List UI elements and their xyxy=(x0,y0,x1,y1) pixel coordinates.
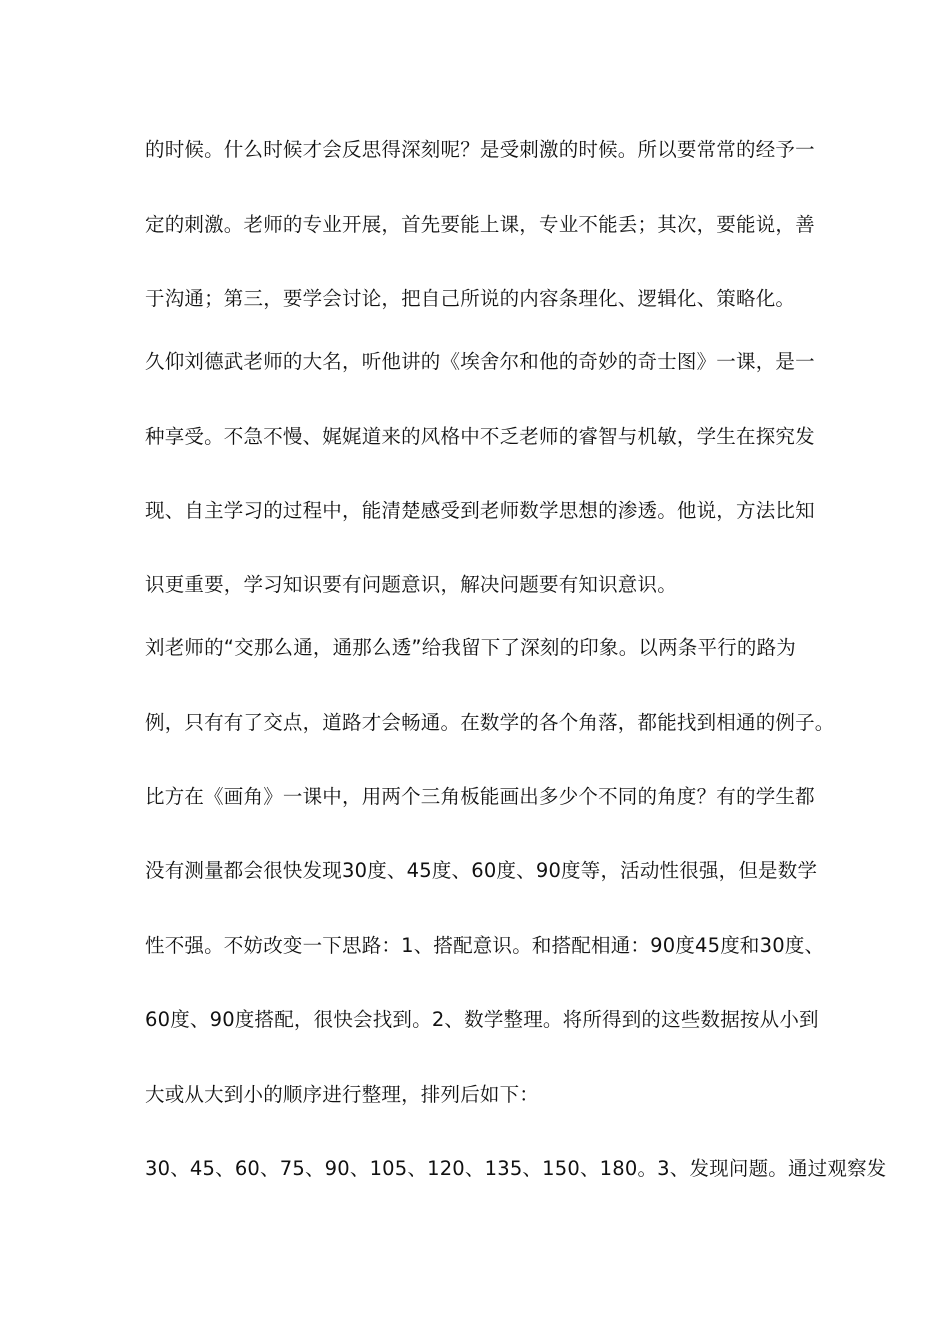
text-line: 性不强。不妨改变一下思路：1、搭配意识。和搭配相通：90度45度和30度、 xyxy=(145,934,825,957)
paragraph-start-line: 久仰刘德武老师的大名，听他讲的《埃舍尔和他的奇妙的奇士图》一课，是一 xyxy=(145,350,815,373)
text-line: 现、自主学习的过程中，能清楚感受到老师数学思想的渗透。他说，方法比知 xyxy=(145,499,815,522)
text-line: 种享受。不急不慢、娓娓道来的风格中不乏老师的睿智与机敏，学生在探究发 xyxy=(145,425,815,448)
text-line: 于沟通；第三，要学会讨论，把自己所说的内容条理化、逻辑化、策略化。 xyxy=(145,287,796,310)
text-line: 例，只有有了交点，道路才会畅通。在数学的各个角落，都能找到相通的例子。 xyxy=(145,711,835,734)
text-line: 30、45、60、75、90、105、120、135、150、180。3、发现问题。通过观察发 xyxy=(145,1157,887,1180)
text-line: 没有测量都会很快发现30度、45度、60度、90度等，活动性很强，但是数学 xyxy=(145,859,818,882)
text-line: 定的刺激。老师的专业开展，首先要能上课，专业不能丢；其次，要能说，善 xyxy=(145,213,815,236)
text-line: 识更重要，学习知识要有问题意识，解决问题要有知识意识。 xyxy=(145,573,677,596)
paragraph-start-line: 刘老师的“交那么通，通那么透”给我留下了深刻的印象。以两条平行的路为 xyxy=(145,636,797,659)
text-line: 60度、90度搭配，很快会找到。2、数学整理。将所得到的这些数据按从小到 xyxy=(145,1008,819,1031)
text-line: 比方在《画角》一课中，用两个三角板能画出多少个不同的角度？有的学生都 xyxy=(145,785,815,808)
text-line: 的时候。什么时候才会反思得深刻呢？是受刺激的时候。所以要常常的经予一 xyxy=(145,138,815,161)
text-line: 大或从大到小的顺序进行整理，排列后如下： xyxy=(145,1083,540,1106)
